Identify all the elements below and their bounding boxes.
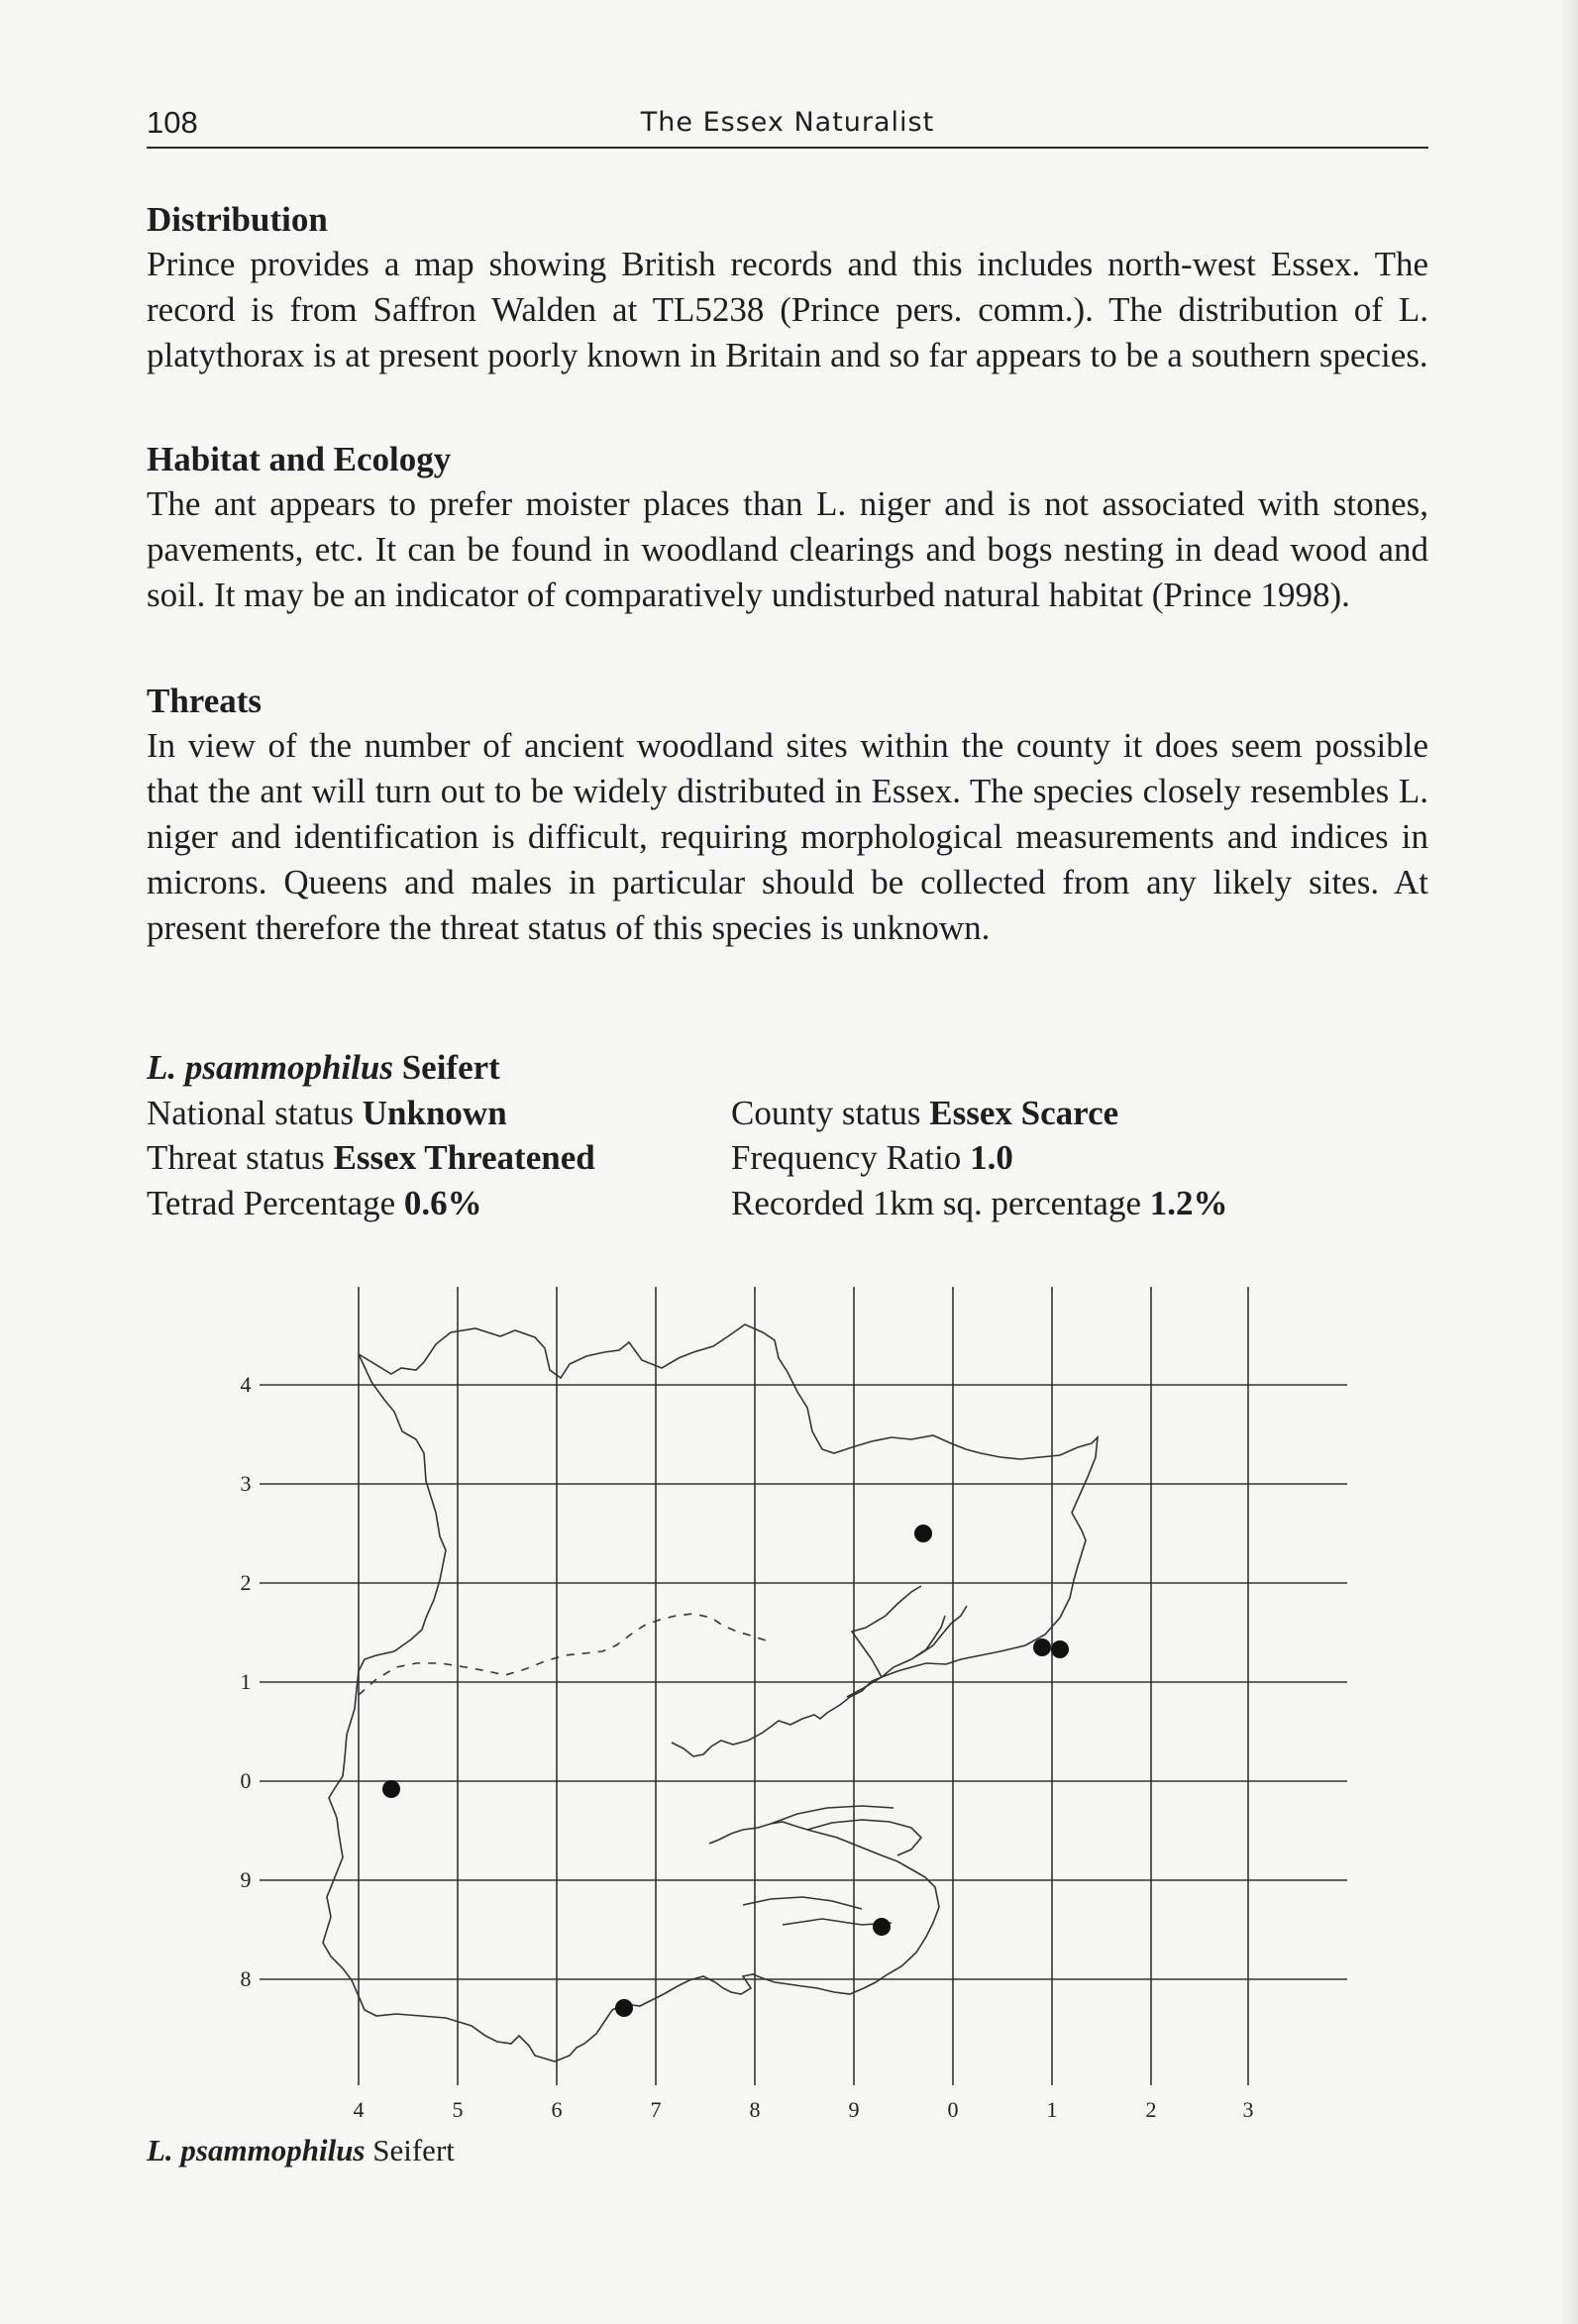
y-grid-label: 4 xyxy=(240,1372,252,1397)
y-grid-label: 0 xyxy=(240,1768,252,1793)
distribution-map xyxy=(228,1283,1347,2135)
record-dot xyxy=(1051,1640,1069,1658)
recorded-row xyxy=(731,1181,1424,1226)
y-grid-label: 2 xyxy=(240,1570,252,1595)
national-status-value: Unknown xyxy=(362,1093,507,1132)
status-column-left xyxy=(147,1091,701,1226)
x-grid-label: 4 xyxy=(353,2097,365,2122)
threat-status-label: Threat status xyxy=(147,1138,325,1177)
x-grid-label: 9 xyxy=(848,2097,860,2122)
county-boundary-west xyxy=(323,1354,939,2061)
y-grid-label: 8 xyxy=(240,1966,252,1991)
section-text: In view of the number of ancient woodland sites within the county it does seem possible that the ant will turn out to be widely distributed in Essex. The species closely resembles L. niger and identification is difficult, requiring morphological measurements and indices in microns. Queens and males in particular should be collected from any likely sites. At present therefore the threat status of this species is unknown. xyxy=(147,726,1428,947)
habitat-section xyxy=(147,438,1428,618)
frequency-value: 1.0 xyxy=(970,1138,1013,1177)
record-dot xyxy=(615,1999,633,2017)
threats-section xyxy=(147,680,1428,951)
record-dot xyxy=(382,1780,400,1798)
distribution-section xyxy=(147,198,1428,378)
page-number: 108 xyxy=(147,105,198,140)
species-title xyxy=(147,1045,1428,1091)
tetrad-value: 0.6% xyxy=(403,1183,482,1222)
caption-species-name: L. psammophilus xyxy=(147,2133,366,2167)
species-summary xyxy=(147,1045,1428,1222)
estuary-lines xyxy=(743,1586,967,1925)
y-grid-label: 9 xyxy=(240,1867,252,1892)
frequency-label: Frequency Ratio xyxy=(731,1138,962,1177)
frequency-row xyxy=(731,1135,1424,1181)
x-grid-label: 3 xyxy=(1242,2097,1254,2122)
x-grid-label: 1 xyxy=(1046,2097,1058,2122)
y-grid-label: 1 xyxy=(240,1669,252,1694)
recorded-value: 1.2% xyxy=(1149,1183,1228,1222)
caption-author: Seifert xyxy=(372,2133,455,2167)
x-grid-label: 8 xyxy=(749,2097,761,2122)
journal-title: The Essex Naturalist xyxy=(640,107,935,138)
record-dot xyxy=(914,1525,932,1542)
national-status-row xyxy=(147,1091,701,1136)
x-grid-label: 2 xyxy=(1145,2097,1157,2122)
section-heading: Threats xyxy=(147,682,263,720)
species-name: L. psammophilus xyxy=(147,1048,393,1087)
section-heading: Habitat and Ecology xyxy=(147,440,452,478)
status-column-right xyxy=(731,1091,1424,1226)
tetrad-label: Tetrad Percentage xyxy=(147,1183,396,1222)
x-grid-label: 6 xyxy=(551,2097,563,2122)
section-text: The ant appears to prefer moister places than L. niger and is not associated with stones, pavements, etc. It can be found in woodland clearings and bogs nesting in dead wood and soil. It may be an indicator of comparatively undisturbed natural habitat (Prince 1998). xyxy=(147,484,1428,614)
section-text: Prince provides a map showing British records and this includes north-west Essex. The record is from Saffron Walden at TL5238 (Prince pers. comm.). The distribution of L. platythorax is at present poorly known in Britain and so far appears to be a southern species. xyxy=(147,245,1428,374)
x-grid-label: 0 xyxy=(947,2097,959,2122)
tetrad-row xyxy=(147,1181,701,1226)
section-heading: Distribution xyxy=(147,200,328,239)
page-edge xyxy=(1560,0,1578,2324)
county-status-value: Essex Scarce xyxy=(929,1093,1119,1132)
x-grid-label: 5 xyxy=(452,2097,464,2122)
record-dot xyxy=(1033,1638,1051,1656)
threat-status-row xyxy=(147,1135,701,1181)
county-status-label: County status xyxy=(731,1093,921,1132)
county-boundary xyxy=(359,1324,1098,1756)
national-status-label: National status xyxy=(147,1093,354,1132)
threat-status-value: Essex Threatened xyxy=(333,1138,595,1177)
recorded-label: Recorded 1km sq. percentage xyxy=(731,1183,1142,1222)
county-status-row xyxy=(731,1091,1424,1136)
map-svg xyxy=(228,1283,1347,2135)
y-grid-label: 3 xyxy=(240,1471,252,1496)
x-grid-label: 7 xyxy=(650,2097,662,2122)
record-dot xyxy=(873,1918,891,1936)
running-header xyxy=(147,99,1428,149)
species-author: Seifert xyxy=(401,1048,500,1087)
map-caption xyxy=(147,2133,455,2168)
